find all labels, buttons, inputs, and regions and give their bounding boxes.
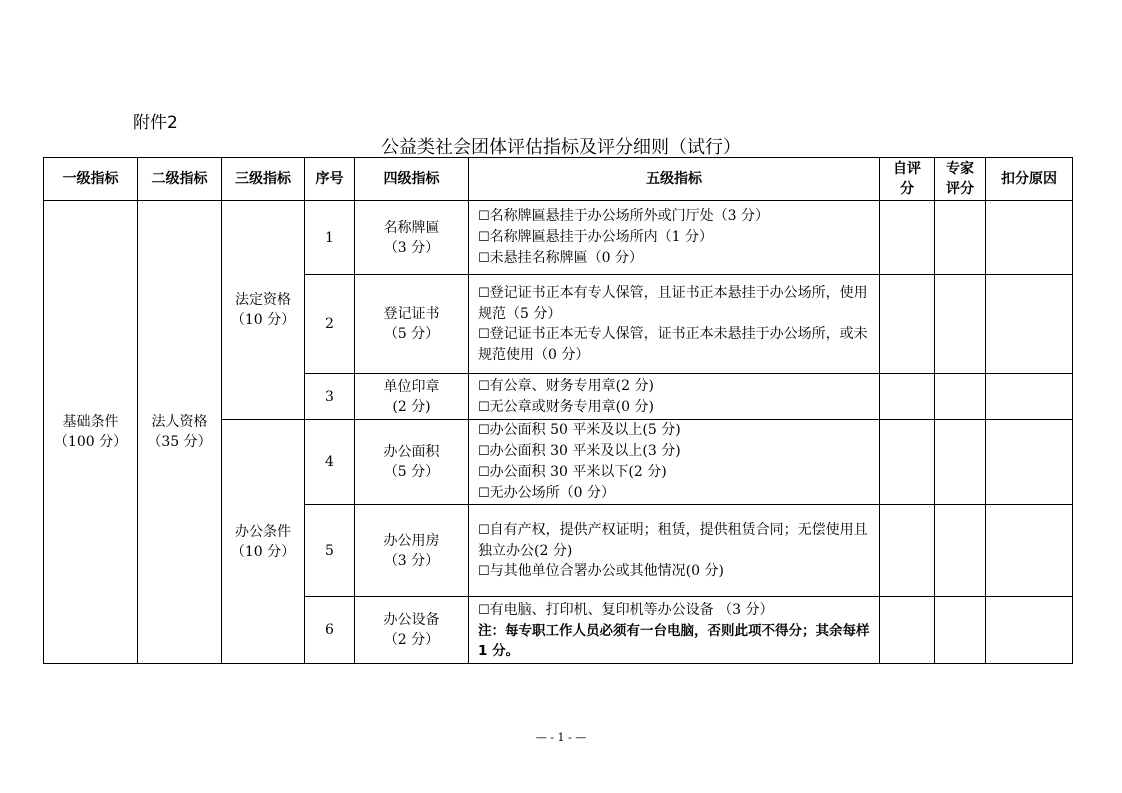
level5-cell: ☐办公面积 50 平米及以上(5 分) ☐办公面积 30 平米及以上(3 分) ☐办公面积 30 平米以下(2 分) ☐无办公场所（0 分） xyxy=(469,420,880,505)
evaluation-table xyxy=(43,157,1073,664)
expert-score-cell[interactable] xyxy=(935,420,986,505)
checkbox-icon[interactable]: ☐ xyxy=(478,399,490,415)
deduction-reason-cell[interactable] xyxy=(986,420,1073,505)
deduction-reason-cell[interactable] xyxy=(986,275,1073,374)
level3-cell-office: 办公条件 （10 分） xyxy=(222,420,305,664)
row-number: 5 xyxy=(305,505,355,597)
header-level4: 四级指标 xyxy=(355,158,469,201)
level4-cell: 办公用房 （3 分） xyxy=(355,505,469,597)
deduction-reason-cell[interactable] xyxy=(986,597,1073,664)
level4-cell: 单位印章 (2 分) xyxy=(355,374,469,420)
checkbox-icon[interactable]: ☐ xyxy=(478,563,490,579)
checkbox-icon[interactable]: ☐ xyxy=(478,209,490,224)
self-score-cell[interactable] xyxy=(880,505,935,597)
checkbox-icon[interactable]: ☐ xyxy=(478,327,490,342)
row-number: 1 xyxy=(305,201,355,275)
expert-score-cell[interactable] xyxy=(935,275,986,374)
checkbox-icon[interactable]: ☐ xyxy=(478,423,490,438)
self-score-cell[interactable] xyxy=(880,201,935,275)
expert-score-cell[interactable] xyxy=(935,201,986,275)
attachment-label: 附件2 xyxy=(133,113,178,133)
self-score-cell[interactable] xyxy=(880,597,935,664)
self-score-cell[interactable] xyxy=(880,420,935,505)
level5-cell: ☐名称牌匾悬挂于办公场所外或门厅处（3 分） ☐名称牌匾悬挂于办公场所内（1 分） ☐未悬挂名称牌匾（0 分） xyxy=(469,201,880,275)
row-number: 2 xyxy=(305,275,355,374)
level5-cell: ☐有公章、财务专用章(2 分) ☐无公章或财务专用章(0 分) xyxy=(469,374,880,420)
note-text: 注：每专职工作人员必须有一台电脑，否则此项不得分；其余每样 1 分。 xyxy=(478,622,870,659)
checkbox-icon[interactable]: ☐ xyxy=(478,522,490,538)
table-row xyxy=(44,201,1073,275)
header-expert-score: 专家 评分 xyxy=(935,158,986,201)
level4-cell: 名称牌匾 （3 分） xyxy=(355,201,469,275)
level3-cell-legal: 法定资格 （10 分） xyxy=(222,201,305,420)
level2-cell: 法人资格 （35 分） xyxy=(138,201,222,664)
expert-score-cell[interactable] xyxy=(935,374,986,420)
level5-cell: ☐自有产权，提供产权证明；租赁，提供租赁合同；无偿使用且独立办公(2 分) ☐与其他单位合署办公或其他情况(0 分) xyxy=(469,505,880,597)
checkbox-icon[interactable]: ☐ xyxy=(478,444,490,459)
expert-score-cell[interactable] xyxy=(935,505,986,597)
checkbox-icon[interactable]: ☐ xyxy=(478,230,490,245)
checkbox-icon[interactable]: ☐ xyxy=(478,602,490,618)
level5-cell: ☐有电脑、打印机、复印机等办公设备 （3 分） 注：每专职工作人员必须有一台电脑，否则此项不得分；其余每样 1 分。 xyxy=(469,597,880,664)
row-number: 4 xyxy=(305,420,355,505)
header-level1: 一级指标 xyxy=(44,158,138,201)
header-level3: 三级指标 xyxy=(222,158,305,201)
header-level2: 二级指标 xyxy=(138,158,222,201)
header-number: 序号 xyxy=(305,158,355,201)
level4-cell: 办公设备 （2 分） xyxy=(355,597,469,664)
checkbox-icon[interactable]: ☐ xyxy=(478,486,490,501)
row-number: 3 xyxy=(305,374,355,420)
document-title: 公益类社会团体评估指标及评分细则（试行） xyxy=(381,137,741,158)
checkbox-icon[interactable]: ☐ xyxy=(478,251,490,266)
level4-cell: 办公面积 （5 分） xyxy=(355,420,469,505)
deduction-reason-cell[interactable] xyxy=(986,374,1073,420)
header-level5: 五级指标 xyxy=(469,158,880,201)
header-self-score: 自评 分 xyxy=(880,158,935,201)
level1-cell: 基础条件 （100 分） xyxy=(44,201,138,664)
checkbox-icon[interactable]: ☐ xyxy=(478,465,490,480)
self-score-cell[interactable] xyxy=(880,275,935,374)
checkbox-icon[interactable]: ☐ xyxy=(478,286,490,301)
header-deduction-reason: 扣分原因 xyxy=(986,158,1073,201)
header-row xyxy=(44,158,1073,201)
page-number: — - 1 - — xyxy=(535,731,587,744)
self-score-cell[interactable] xyxy=(880,374,935,420)
expert-score-cell[interactable] xyxy=(935,597,986,664)
row-number: 6 xyxy=(305,597,355,664)
level5-cell: ☐登记证书正本有专人保管，且证书正本悬挂于办公场所，使用规范（5 分） ☐登记证书正本无专人保管，证书正本未悬挂于办公场所，或未规范使用（0 分） xyxy=(469,275,880,374)
checkbox-icon[interactable]: ☐ xyxy=(478,378,490,394)
deduction-reason-cell[interactable] xyxy=(986,505,1073,597)
deduction-reason-cell[interactable] xyxy=(986,201,1073,275)
level4-cell: 登记证书 （5 分） xyxy=(355,275,469,374)
